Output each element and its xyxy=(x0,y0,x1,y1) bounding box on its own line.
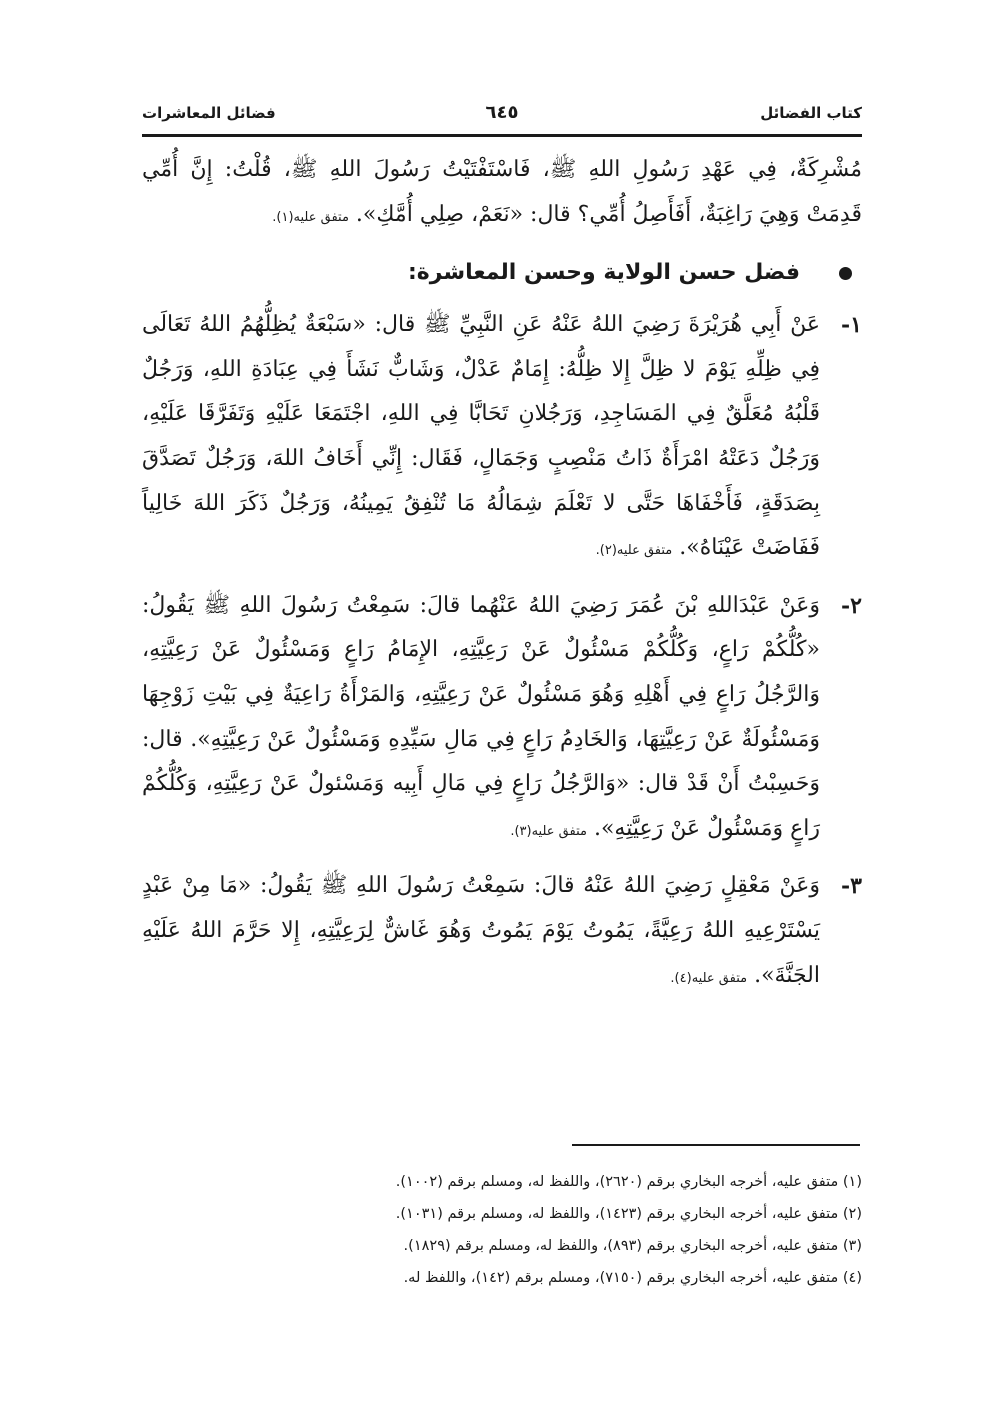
section-heading xyxy=(142,255,862,291)
intro-paragraph xyxy=(142,148,862,240)
hadith-reference: متفق عليه(٣). xyxy=(510,823,587,839)
footnote-2: (٢) متفق عليه، أخرجه البخاري برقم (١٤٢٣)، واللفظ له، ومسلم برقم (١٠٣١). xyxy=(395,1206,862,1222)
hadith-number: ٣- xyxy=(841,873,862,900)
hadith-1 xyxy=(142,303,862,574)
footnotes xyxy=(142,1166,862,1294)
intro-reference: متفق عليه(١). xyxy=(272,209,349,225)
bullet-icon xyxy=(839,267,852,280)
hadith-text: وَعَنْ عَبْدَاللهِ بْنَ عُمَرَ رَضِيَ اللهُ عَنْهُما قالَ: سَمِعْتُ رَسُولَ اللهِ ﷺ يَقُولُ: «كُلُّكُمْ رَاعٍ، وَكُلُّكُمْ مَسْئُولٌ عَنْ رَعِيَّتِهِ، الإِمَامُ رَاعٍ وَمَسْئُولٌ عَنْ رَعِيَّتِهِ، وَالرَّجُلُ رَاعٍ فِي أَهْلِهِ وَهُوَ مَسْئُولٌ عَنْ رَعِيَّتِهِ، وَالمَرْأَةُ رَاعِيَةٌ فِي بَيْتِ زَوْجِهَا وَمَسْئُولَةٌ عَنْ رَعِيَّتِهَا، وَالخَادِمُ رَاعٍ فِي مَالِ سَيِّدِهِ وَمَسْئُولٌ عَنْ رَعِيَّتِهِ». قال: وَحَسِبْتُ أَنْ قَدْ قال: «وَالرَّجُلُ رَاعٍ فِي مَالِ أَبِيه وَمَسْئولٌ عَنْ رَعِيَّتِهِ، وَكُلُّكُمْ رَاعٍ وَمَسْئُولٌ عَنْ رَعِيَّتِهِ». xyxy=(142,592,820,841)
hadith-number: ١- xyxy=(841,312,862,339)
header-book-title: كتاب الفضائل xyxy=(760,104,862,122)
hadith-text: وَعَنْ مَعْقِلٍ رَضِيَ اللهُ عَنْهُ قالَ: سَمِعْتُ رَسُولَ اللهِ ﷺ يَقُولُ: «مَا مِنْ عَبْدٍ يَسْتَرْعِيهِ اللهُ رَعِيَّةً، يَمُوتُ يَوْمَ يَمُوتُ وَهُوَ غَاشٌّ لِرَعِيَّتِهِ، إِلا حَرَّمَ اللهُ عَلَيْهِ الجَنَّةَ». xyxy=(142,873,820,988)
page-number: ٦٤٥ xyxy=(485,102,519,123)
hadith-3 xyxy=(142,864,862,1001)
hadith-2 xyxy=(142,584,862,855)
footnote-1: (١) متفق عليه، أخرجه البخاري برقم (٢٦٢٠)، واللفظ له، ومسلم برقم (١٠٠٢). xyxy=(395,1174,862,1190)
hadith-number: ٢- xyxy=(841,592,862,619)
section-heading-text: فضل حسن الولاية وحسن المعاشرة: xyxy=(407,260,800,286)
footnote-divider xyxy=(572,1144,860,1146)
footnote-3: (٣) متفق عليه، أخرجه البخاري برقم (٨٩٣)، واللفظ له، ومسلم برقم (١٨٢٩). xyxy=(403,1238,862,1254)
hadith-text: عَنْ أَبِي هُرَيْرَةَ رَضِيَ اللهُ عَنْهُ عَنِ النَّبِيِّ ﷺ قال: «سَبْعَةٌ يُظِلُّهُمُ اللهُ تَعَالَى فِي ظِلِّهِ يَوْمَ لا ظِلَّ إِلا ظِلُّهُ: إِمَامٌ عَدْلٌ، وَشَابٌّ نَشَأَ فِي عِبَادَةِ اللهِ، وَرَجُلٌ قَلْبُهُ مُعَلَّقٌ فِي المَسَاجِدِ، وَرَجُلانِ تَحَابَّا فِي اللهِ، اجْتَمَعَا عَلَيْهِ وَتَفَرَّقَا عَلَيْهِ، وَرَجُلٌ دَعَتْهُ امْرَأَةٌ ذَاتُ مَنْصِبٍ وَجَمَالٍ، فَقَال: إِنِّي أَخَافُ اللهَ، وَرَجُلٌ تَصَدَّقَ بِصَدَقَةٍ، فَأَخْفَاهَا حَتَّى لا تَعْلَمَ شِمَالُهُ مَا تُنْفِقُ يَمِينُهُ، وَرَجُلٌ ذَكَرَ اللهَ خَالِياً فَفَاضَتْ عَيْنَاهُ». xyxy=(142,312,820,561)
footnote-4: (٤) متفق عليه، أخرجه البخاري برقم (٧١٥٠)، ومسلم برقم (١٤٢)، واللفظ له. xyxy=(403,1270,862,1286)
running-header xyxy=(142,100,862,130)
header-divider xyxy=(142,134,862,137)
intro-text: مُشْرِكَةٌ، فِي عَهْدِ رَسُولِ اللهِ ﷺ، فَاسْتَفْتَيْتُ رَسُولَ اللهِ ﷺ، قُلْتُ: إِنَّ أُمِّي قَدِمَتْ وَهِيَ رَاغِبَةٌ، أَفَأَصِلُ أُمِّي؟ قال: «نَعَمْ، صِلِي أُمَّكِ». xyxy=(142,157,862,227)
hadith-reference: متفق عليه(٤). xyxy=(670,970,748,986)
main-text xyxy=(142,148,862,1011)
header-chapter-title: فضائل المعاشرات xyxy=(142,104,276,122)
hadith-reference: متفق عليه(٢). xyxy=(595,543,673,559)
